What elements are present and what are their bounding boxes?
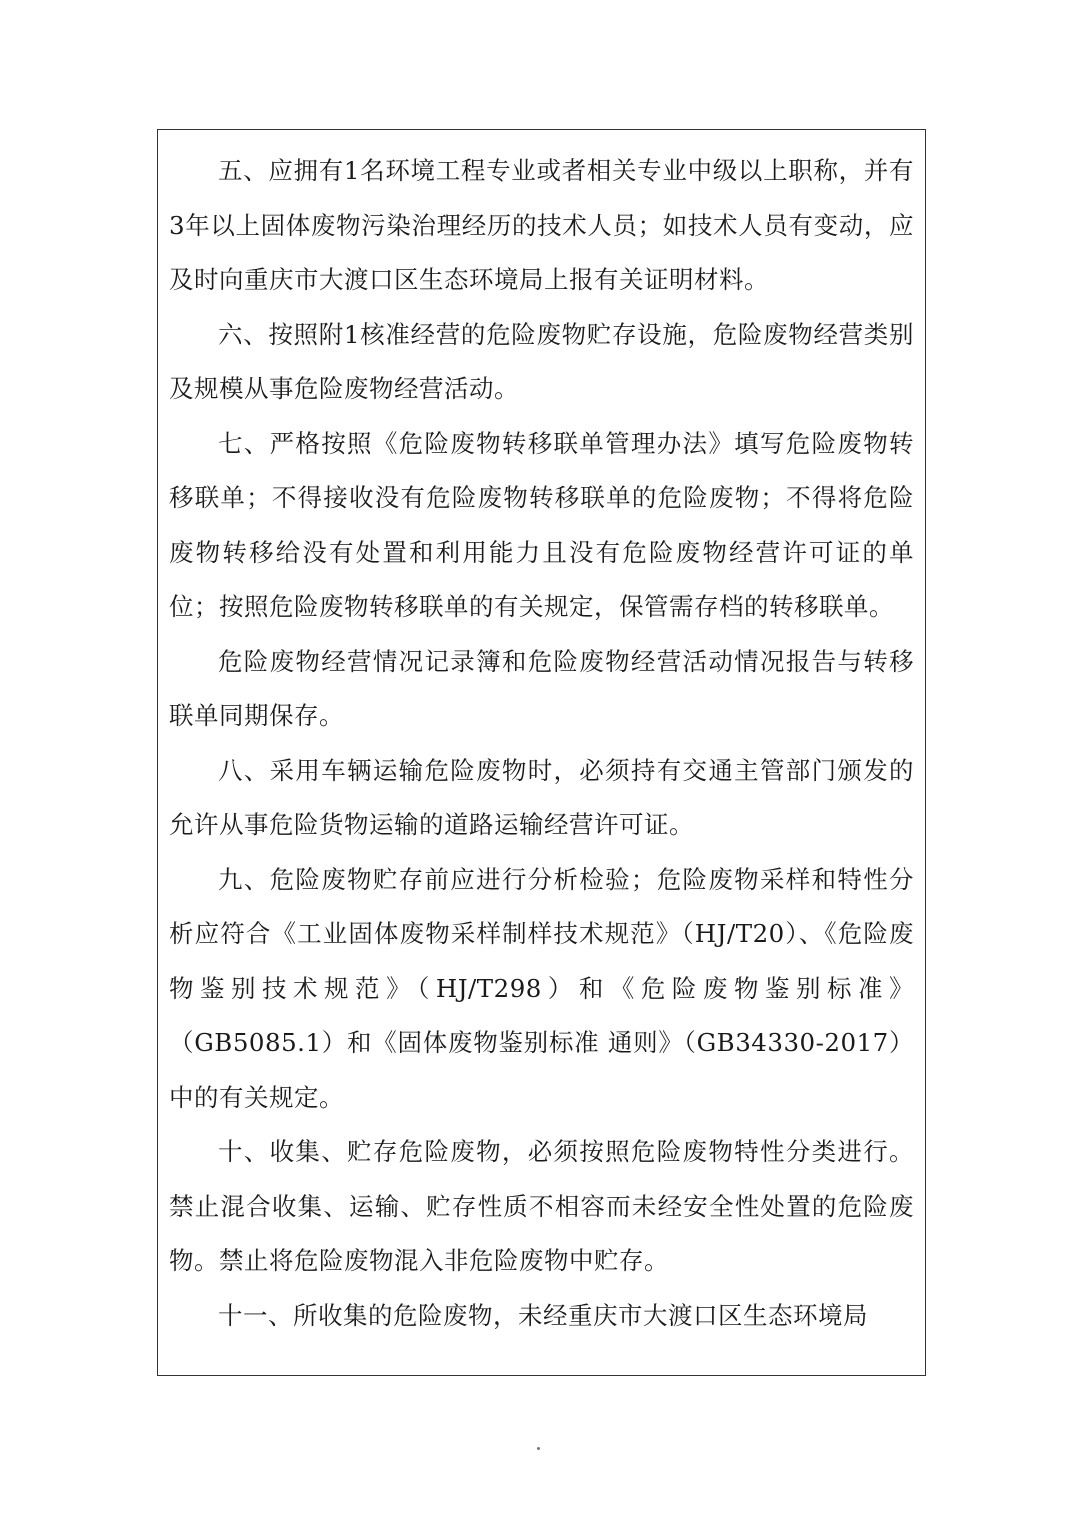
paragraph-item-5: 五、应拥有1名环境工程专业或者相关专业中级以上职称，并有3年以上固体废物污染治理经历的技术人员；如技术人员有变动，应及时向重庆市大渡口区生态环境局上报有关证明材料。 bbox=[169, 156, 914, 294]
paragraph-item-7: 七、严格按照《危险废物转移联单管理办法》填写危险废物转移联单；不得接收没有危险废物转移联单的危险废物；不得将危险废物转移给没有处置和利用能力且没有危险废物经营许可证的单位；按照危险废物转移联单的有关规定，保管需存档的转移联单。 bbox=[169, 428, 914, 621]
paragraph-item-11: 十一、所收集的危险废物，未经重庆市大渡口区生态环境局 bbox=[218, 1300, 868, 1330]
paragraph-item-10: 十、收集、贮存危险废物，必须按照危险废物特性分类进行。禁止混合收集、运输、贮存性质不相容而未经安全性处置的危险废物。禁止将危险废物混入非危险废物中贮存。 bbox=[169, 1137, 914, 1275]
paragraph-record-keeping: 危险废物经营情况记录簿和危险废物经营活动情况报告与转移联单同期保存。 bbox=[169, 646, 914, 730]
document-body bbox=[169, 144, 914, 1343]
footer-dot-mark bbox=[537, 1447, 540, 1450]
document-frame bbox=[157, 129, 926, 1376]
paragraph-item-9: 九、危险废物贮存前应进行分析检验；危险废物采样和特性分析应符合《工业固体废物采样制样技术规范》（HJ/T20）、《危险废物鉴别技术规范》（HJ/T298）和《危险废物鉴别标准》（GB5085.1）和《固体废物鉴别标准 通则》（GB34330-2017）中的有关规定。 bbox=[169, 864, 914, 1112]
paragraph-item-8: 八、采用车辆运输危险废物时，必须持有交通主管部门颁发的允许从事危险货物运输的道路运输经营许可证。 bbox=[169, 755, 914, 839]
paragraph-item-6: 六、按照附1核准经营的危险废物贮存设施，危险废物经营类别及规模从事危险废物经营活动。 bbox=[169, 319, 914, 403]
